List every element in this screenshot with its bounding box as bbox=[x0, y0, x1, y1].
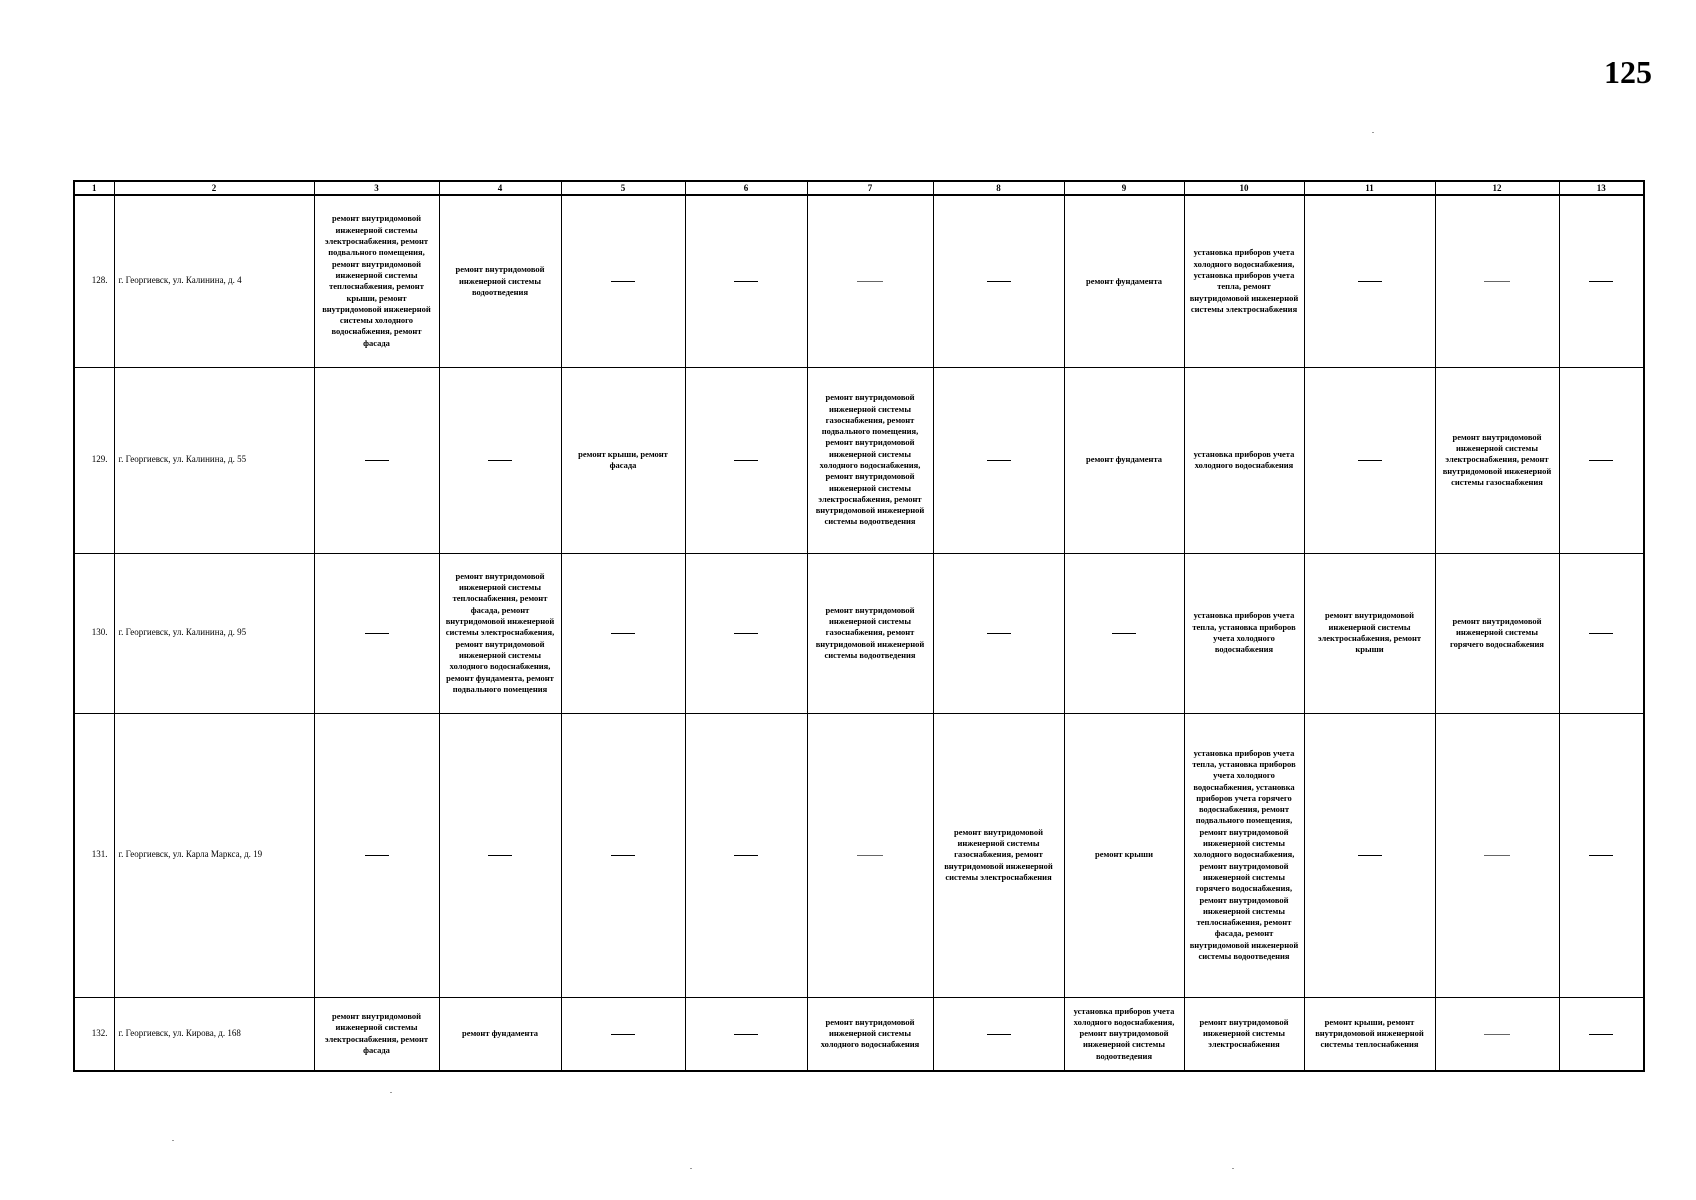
empty-cell bbox=[933, 997, 1064, 1071]
work-cell: ремонт внутридомовой инженерной системы электроснабжения, ремонт крыши bbox=[1304, 553, 1435, 713]
table-row bbox=[74, 367, 1644, 553]
empty-cell bbox=[685, 195, 807, 367]
dash-mark bbox=[611, 633, 635, 634]
empty-cell bbox=[1435, 195, 1559, 367]
dash-mark bbox=[1589, 1034, 1613, 1035]
dash-mark bbox=[1484, 281, 1510, 282]
dash-mark bbox=[611, 855, 635, 856]
table-row bbox=[74, 195, 1644, 367]
address-cell: г. Георгиевск, ул. Калинина, д. 55 bbox=[114, 367, 314, 553]
dash-mark bbox=[1358, 281, 1382, 282]
table-row bbox=[74, 553, 1644, 713]
column-number: 8 bbox=[933, 181, 1064, 195]
column-number: 7 bbox=[807, 181, 933, 195]
empty-cell bbox=[439, 713, 561, 997]
work-cell: ремонт фундамента bbox=[439, 997, 561, 1071]
empty-cell bbox=[933, 367, 1064, 553]
empty-cell bbox=[807, 195, 933, 367]
dash-mark bbox=[488, 460, 512, 461]
work-cell: ремонт фундамента bbox=[1064, 195, 1184, 367]
empty-cell bbox=[561, 713, 685, 997]
dash-mark bbox=[1589, 855, 1613, 856]
dash-mark bbox=[734, 460, 758, 461]
column-number: 6 bbox=[685, 181, 807, 195]
address-cell: г. Георгиевск, ул. Калинина, д. 4 bbox=[114, 195, 314, 367]
empty-cell bbox=[1559, 997, 1644, 1071]
empty-cell bbox=[314, 553, 439, 713]
column-number: 1 bbox=[74, 181, 114, 195]
work-cell: ремонт внутридомовой инженерной системы газоснабжения, ремонт внутридомовой инженерной системы электроснабжения bbox=[933, 713, 1064, 997]
column-number: 5 bbox=[561, 181, 685, 195]
dash-mark bbox=[987, 460, 1011, 461]
dash-mark bbox=[1358, 460, 1382, 461]
work-cell: ремонт фундамента bbox=[1064, 367, 1184, 553]
empty-cell bbox=[439, 367, 561, 553]
empty-cell bbox=[933, 195, 1064, 367]
column-number-row bbox=[74, 181, 1644, 195]
scan-speck bbox=[390, 1092, 392, 1093]
empty-cell bbox=[314, 713, 439, 997]
scan-speck bbox=[172, 1140, 174, 1141]
dash-mark bbox=[857, 855, 883, 856]
dash-mark bbox=[1484, 855, 1510, 856]
dash-mark bbox=[365, 855, 389, 856]
empty-cell bbox=[561, 553, 685, 713]
dash-mark bbox=[1589, 633, 1613, 634]
scan-speck bbox=[1232, 1168, 1234, 1169]
work-cell: установка приборов учета холодного водоснабжения, установка приборов учета тепла, ремонт внутридомовой инженерной системы электроснабжения bbox=[1184, 195, 1304, 367]
column-number: 3 bbox=[314, 181, 439, 195]
empty-cell bbox=[933, 553, 1064, 713]
column-number: 11 bbox=[1304, 181, 1435, 195]
dash-mark bbox=[365, 633, 389, 634]
scan-speck bbox=[1372, 132, 1374, 133]
empty-cell bbox=[561, 195, 685, 367]
column-number: 12 bbox=[1435, 181, 1559, 195]
work-cell: ремонт внутридомовой инженерной системы газоснабжения, ремонт подвального помещения, ремонт внутридомовой инженерной системы холодного водоснабжения, ремонт внутридомовой инженерной системы электроснабжения, ремонт внутридомовой инженерной системы водоотведения bbox=[807, 367, 933, 553]
page-number: 125 bbox=[1604, 54, 1652, 90]
empty-cell bbox=[1304, 367, 1435, 553]
scan-speck bbox=[690, 1168, 692, 1169]
empty-cell bbox=[1304, 195, 1435, 367]
address-cell: г. Георгиевск, ул. Карла Маркса, д. 19 bbox=[114, 713, 314, 997]
dash-mark bbox=[987, 281, 1011, 282]
dash-mark bbox=[987, 1034, 1011, 1035]
dash-mark bbox=[1358, 855, 1382, 856]
table-row bbox=[74, 997, 1644, 1071]
work-cell: ремонт внутридомовой инженерной системы холодного водоснабжения bbox=[807, 997, 933, 1071]
empty-cell bbox=[807, 713, 933, 997]
work-cell: установка приборов учета холодного водоснабжения bbox=[1184, 367, 1304, 553]
dash-mark bbox=[1589, 460, 1613, 461]
dash-mark bbox=[1589, 281, 1613, 282]
work-cell: установка приборов учета тепла, установка приборов учета холодного водоснабжения bbox=[1184, 553, 1304, 713]
row-number: 131. bbox=[74, 713, 114, 997]
empty-cell bbox=[685, 367, 807, 553]
empty-cell bbox=[1304, 713, 1435, 997]
empty-cell bbox=[1435, 713, 1559, 997]
work-cell: ремонт внутридомовой инженерной системы электроснабжения bbox=[1184, 997, 1304, 1071]
empty-cell bbox=[1559, 367, 1644, 553]
work-cell: установка приборов учета тепла, установка приборов учета холодного водоснабжения, установка приборов учета горячего водоснабжения, ремонт подвального помещения, ремонт внутридомовой инженерной системы холодного водоснабжения, ремонт внутридомовой инженерной системы горячего водоснабжения, ремонт внутридомовой инженерной системы теплоснабжения, ремонт фасада, ремонт внутридомовой инженерной системы водоотведения bbox=[1184, 713, 1304, 997]
dash-mark bbox=[734, 633, 758, 634]
dash-mark bbox=[488, 855, 512, 856]
empty-cell bbox=[1435, 997, 1559, 1071]
work-cell: ремонт внутридомовой инженерной системы электроснабжения, ремонт фасада bbox=[314, 997, 439, 1071]
dash-mark bbox=[857, 281, 883, 282]
dash-mark bbox=[734, 281, 758, 282]
empty-cell bbox=[1559, 713, 1644, 997]
work-cell: ремонт крыши, ремонт фасада bbox=[561, 367, 685, 553]
dash-mark bbox=[734, 1034, 758, 1035]
work-cell: ремонт внутридомовой инженерной системы горячего водоснабжения bbox=[1435, 553, 1559, 713]
row-number: 129. bbox=[74, 367, 114, 553]
column-number: 2 bbox=[114, 181, 314, 195]
empty-cell bbox=[685, 713, 807, 997]
address-cell: г. Георгиевск, ул. Калинина, д. 95 bbox=[114, 553, 314, 713]
dash-mark bbox=[611, 281, 635, 282]
dash-mark bbox=[987, 633, 1011, 634]
dash-mark bbox=[1112, 633, 1136, 634]
work-cell: ремонт внутридомовой инженерной системы теплоснабжения, ремонт фасада, ремонт внутридомовой инженерной системы электроснабжения, ремонт внутридомовой инженерной системы холодного водоснабжения, ремонт фундамента, ремонт подвального помещения bbox=[439, 553, 561, 713]
work-cell: установка приборов учета холодного водоснабжения, ремонт внутридомовой инженерной системы водоотведения bbox=[1064, 997, 1184, 1071]
dash-mark bbox=[1484, 1034, 1510, 1035]
empty-cell bbox=[561, 997, 685, 1071]
work-cell: ремонт внутридомовой инженерной системы газоснабжения, ремонт внутридомовой инженерной системы водоотведения bbox=[807, 553, 933, 713]
column-number: 10 bbox=[1184, 181, 1304, 195]
empty-cell bbox=[1559, 553, 1644, 713]
row-number: 132. bbox=[74, 997, 114, 1071]
address-cell: г. Георгиевск, ул. Кирова, д. 168 bbox=[114, 997, 314, 1071]
column-number: 9 bbox=[1064, 181, 1184, 195]
work-cell: ремонт внутридомовой инженерной системы электроснабжения, ремонт внутридомовой инженерной системы газоснабжения bbox=[1435, 367, 1559, 553]
column-number: 4 bbox=[439, 181, 561, 195]
empty-cell bbox=[1064, 553, 1184, 713]
column-number: 13 bbox=[1559, 181, 1644, 195]
empty-cell bbox=[314, 367, 439, 553]
work-cell: ремонт внутридомовой инженерной системы электроснабжения, ремонт подвального помещения, ремонт внутридомовой инженерной системы теплоснабжения, ремонт крыши, ремонт внутридомовой инженерной системы холодного водоснабжения, ремонт фасада bbox=[314, 195, 439, 367]
empty-cell bbox=[1559, 195, 1644, 367]
dash-mark bbox=[734, 855, 758, 856]
row-number: 130. bbox=[74, 553, 114, 713]
row-number: 128. bbox=[74, 195, 114, 367]
work-cell: ремонт крыши, ремонт внутридомовой инженерной системы теплоснабжения bbox=[1304, 997, 1435, 1071]
work-cell: ремонт крыши bbox=[1064, 713, 1184, 997]
table-row bbox=[74, 713, 1644, 997]
dash-mark bbox=[611, 1034, 635, 1035]
empty-cell bbox=[685, 553, 807, 713]
repair-schedule-table bbox=[73, 180, 1645, 1072]
empty-cell bbox=[685, 997, 807, 1071]
work-cell: ремонт внутридомовой инженерной системы водоотведения bbox=[439, 195, 561, 367]
dash-mark bbox=[365, 460, 389, 461]
